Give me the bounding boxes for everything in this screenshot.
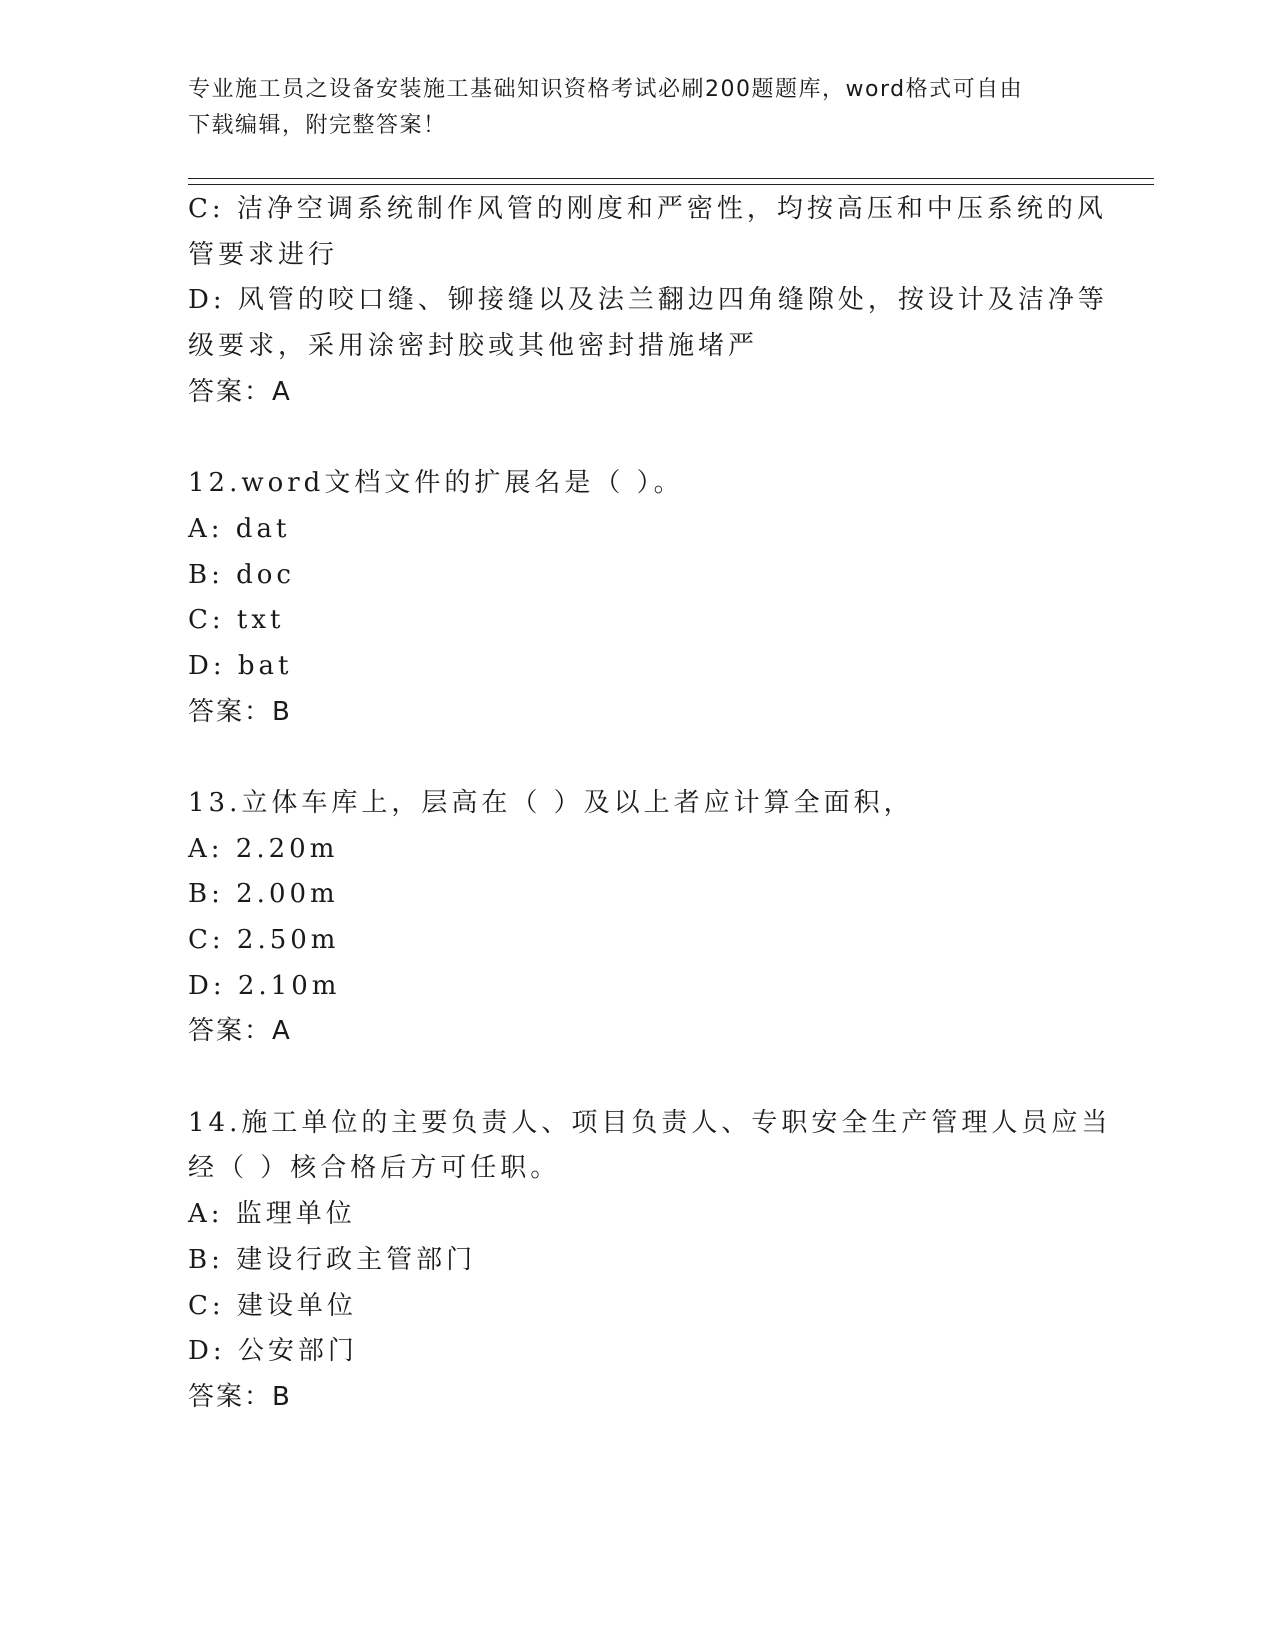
header-line-1: 专业施工员之设备安装施工基础知识资格考试必刷200题题库，word格式可自由 <box>188 77 1024 102</box>
option-d: D: bat <box>188 650 293 681</box>
question-stem: 13.立体车库上，层高在（ ）及以上者应计算全面积， <box>188 787 914 818</box>
option-c: C: 建设单位 <box>188 1290 357 1321</box>
option-c: C: 2.50m <box>188 925 340 955</box>
option-d: D: 公安部门 <box>188 1336 358 1367</box>
document-body <box>188 187 1112 1421</box>
option-d-continued: 级要求，采用涂密封胶或其他密封措施堵严 <box>188 331 759 362</box>
option-b: B: 建设行政主管部门 <box>188 1244 477 1275</box>
question-stem: 12.word文档文件的扩展名是（ ）。 <box>188 468 684 499</box>
option-c: C: 洁净空调系统制作风管的刚度和严密性，均按高压和中压系统的风 <box>188 194 1107 224</box>
question-12 <box>188 461 1088 735</box>
option-b: B: 2.00m <box>188 879 339 910</box>
answer: 答案：A <box>188 1016 292 1047</box>
option-d: D: 风管的咬口缝、铆接缝以及法兰翻边四角缝隙处，按设计及洁净等 <box>188 285 1108 316</box>
option-a: A: 监理单位 <box>188 1199 356 1230</box>
option-a: A: dat <box>188 513 291 544</box>
question-14 <box>188 1101 1112 1421</box>
document-header <box>188 72 1068 144</box>
header-divider-top <box>188 178 1154 179</box>
answer: 答案：B <box>188 1381 292 1412</box>
spacer <box>188 415 1088 461</box>
answer: 答案：A <box>188 376 292 407</box>
question-stem-continued: 经（ ）核合格后方可任职。 <box>188 1153 561 1184</box>
answer: 答案：B <box>188 696 292 727</box>
option-d: D: 2.10m <box>188 970 341 1001</box>
question-stem: 14.施工单位的主要负责人、项目负责人、专职安全生产管理人员应当 <box>188 1107 1112 1138</box>
header-divider-bottom <box>188 184 1154 185</box>
spacer <box>188 735 1088 781</box>
option-c: C: txt <box>188 605 285 636</box>
option-b: B: doc <box>188 559 295 590</box>
option-a: A: 2.20m <box>188 833 339 864</box>
header-line-2: 下载编辑，附完整答案！ <box>188 113 447 138</box>
spacer <box>188 1055 1088 1101</box>
option-c-continued: 管要求进行 <box>188 239 339 270</box>
question-11-tail <box>188 187 1108 415</box>
question-13 <box>188 781 1088 1055</box>
